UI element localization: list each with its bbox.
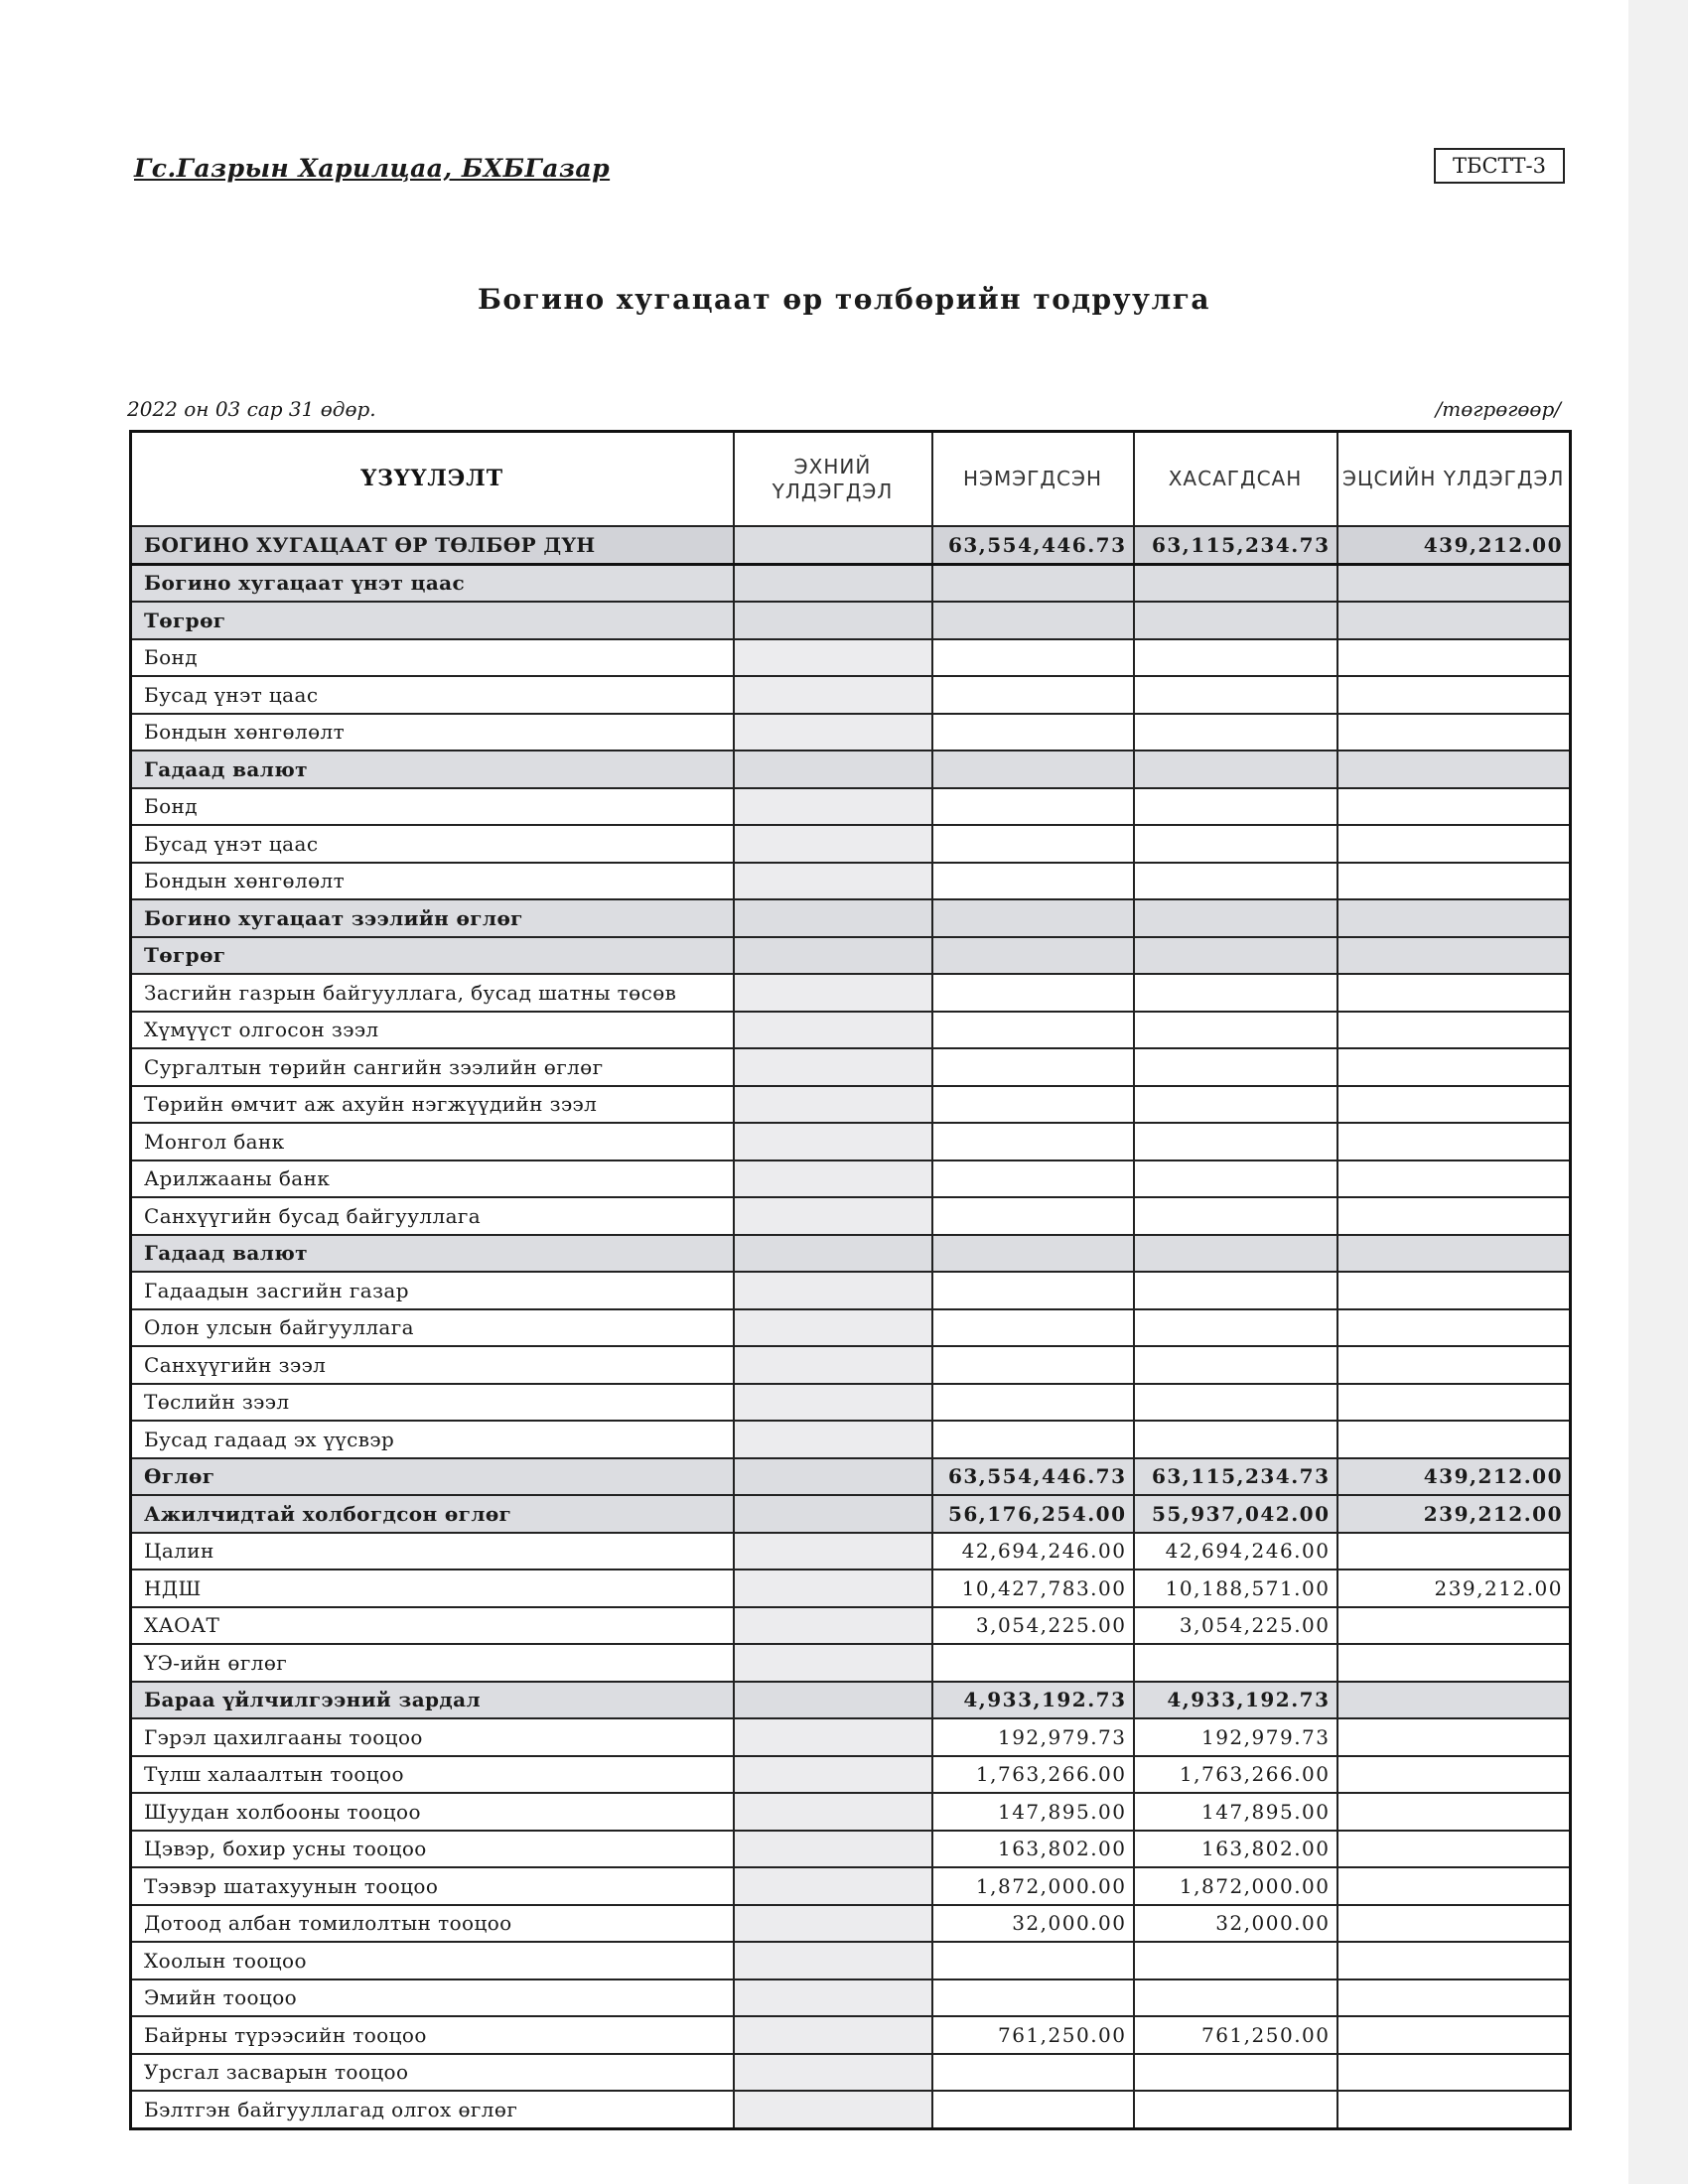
added-amount-cell: 192,979.73 bbox=[932, 1718, 1134, 1756]
opening-balance-cell bbox=[734, 1123, 932, 1160]
table-row bbox=[131, 639, 1571, 677]
table-row bbox=[131, 1272, 1571, 1309]
added-amount-cell: 163,802.00 bbox=[932, 1831, 1134, 1868]
table-row bbox=[131, 1012, 1571, 1049]
added-amount-cell bbox=[932, 1048, 1134, 1086]
closing-balance-cell bbox=[1337, 1607, 1571, 1645]
deducted-amount-cell: 1,872,000.00 bbox=[1134, 1867, 1337, 1905]
closing-balance-cell bbox=[1337, 825, 1571, 863]
table-row bbox=[131, 788, 1571, 826]
deducted-amount-cell: 163,802.00 bbox=[1134, 1831, 1337, 1868]
table-row bbox=[131, 1867, 1571, 1905]
organization-name: Гс.Газрын Харилцаа, БХБГазар bbox=[134, 154, 611, 183]
scan-edge bbox=[1628, 0, 1688, 2184]
closing-balance-cell bbox=[1337, 714, 1571, 751]
closing-balance-cell: 439,212.00 bbox=[1337, 526, 1571, 564]
added-amount-cell: 63,554,446.73 bbox=[932, 1458, 1134, 1496]
deducted-amount-cell bbox=[1134, 788, 1337, 826]
row-label-cell: Өглөг bbox=[131, 1458, 734, 1496]
added-amount-cell: 3,054,225.00 bbox=[932, 1607, 1134, 1645]
row-label-cell: ҮЭ-ийн өглөг bbox=[131, 1644, 734, 1682]
opening-balance-cell bbox=[734, 1272, 932, 1309]
added-amount-cell bbox=[932, 1086, 1134, 1124]
deducted-amount-cell bbox=[1134, 2091, 1337, 2128]
opening-balance-cell bbox=[734, 1458, 932, 1496]
opening-balance-cell bbox=[734, 564, 932, 602]
row-label-cell: Богино хугацаат үнэт цаас bbox=[131, 564, 734, 602]
table-row bbox=[131, 2016, 1571, 2054]
opening-balance-cell bbox=[734, 1607, 932, 1645]
table-row bbox=[131, 1197, 1571, 1235]
added-amount-cell bbox=[932, 1123, 1134, 1160]
table-row bbox=[131, 1607, 1571, 1645]
table-row bbox=[131, 937, 1571, 975]
row-label-cell: Урсгал засварын тооцоо bbox=[131, 2054, 734, 2092]
table-header-row bbox=[131, 432, 1571, 527]
table-row bbox=[131, 863, 1571, 900]
table-row bbox=[131, 1644, 1571, 1682]
closing-balance-cell bbox=[1337, 1831, 1571, 1868]
opening-balance-cell bbox=[734, 863, 932, 900]
row-label-cell: Цэвэр, бохир усны тооцоо bbox=[131, 1831, 734, 1868]
table-row bbox=[131, 1346, 1571, 1384]
opening-balance-cell bbox=[734, 1756, 932, 1794]
added-amount-cell bbox=[932, 825, 1134, 863]
opening-balance-cell bbox=[734, 676, 932, 714]
opening-balance-cell bbox=[734, 1384, 932, 1422]
deducted-amount-cell bbox=[1134, 863, 1337, 900]
opening-balance-cell bbox=[734, 1421, 932, 1458]
added-amount-cell bbox=[932, 602, 1134, 639]
row-label-cell: Бусад үнэт цаас bbox=[131, 825, 734, 863]
added-amount-cell bbox=[932, 676, 1134, 714]
column-header-opening-balance: ЭХНИЙ ҮЛДЭГДЭЛ bbox=[734, 432, 932, 527]
added-amount-cell bbox=[932, 2091, 1134, 2128]
added-amount-cell bbox=[932, 788, 1134, 826]
table-row bbox=[131, 1458, 1571, 1496]
added-amount-cell bbox=[932, 639, 1134, 677]
added-amount-cell bbox=[932, 1272, 1134, 1309]
deducted-amount-cell bbox=[1134, 1272, 1337, 1309]
deducted-amount-cell: 192,979.73 bbox=[1134, 1718, 1337, 1756]
closing-balance-cell bbox=[1337, 1123, 1571, 1160]
closing-balance-cell bbox=[1337, 974, 1571, 1012]
table-row bbox=[131, 1905, 1571, 1943]
added-amount-cell: 147,895.00 bbox=[932, 1793, 1134, 1831]
deducted-amount-cell bbox=[1134, 676, 1337, 714]
deducted-amount-cell bbox=[1134, 751, 1337, 788]
closing-balance-cell bbox=[1337, 863, 1571, 900]
row-label-cell: Хоолын тооцоо bbox=[131, 1942, 734, 1979]
row-label-cell: Цалин bbox=[131, 1533, 734, 1570]
deducted-amount-cell bbox=[1134, 1309, 1337, 1347]
closing-balance-cell bbox=[1337, 2016, 1571, 2054]
table-row bbox=[131, 1979, 1571, 2017]
deducted-amount-cell: 4,933,192.73 bbox=[1134, 1682, 1337, 1719]
opening-balance-cell bbox=[734, 1682, 932, 1719]
closing-balance-cell bbox=[1337, 602, 1571, 639]
row-label-cell: БОГИНО ХУГАЦААТ ӨР ТӨЛБӨР ДҮН bbox=[131, 526, 734, 564]
row-label-cell: Бараа үйлчилгээний зардал bbox=[131, 1682, 734, 1719]
table-row bbox=[131, 1048, 1571, 1086]
report-date: 2022 он 03 сар 31 өдөр. bbox=[127, 397, 376, 421]
row-label-cell: Арилжааны банк bbox=[131, 1160, 734, 1198]
deducted-amount-cell: 63,115,234.73 bbox=[1134, 526, 1337, 564]
table-row bbox=[131, 1718, 1571, 1756]
closing-balance-cell: 439,212.00 bbox=[1337, 1458, 1571, 1496]
row-label-cell: Хүмүүст олгосон зээл bbox=[131, 1012, 734, 1049]
closing-balance-cell bbox=[1337, 1384, 1571, 1422]
closing-balance-cell bbox=[1337, 2091, 1571, 2128]
table-row bbox=[131, 1160, 1571, 1198]
row-label-cell: Тээвэр шатахуунын тооцоо bbox=[131, 1867, 734, 1905]
closing-balance-cell: 239,212.00 bbox=[1337, 1570, 1571, 1607]
table-row bbox=[131, 1942, 1571, 1979]
row-label-cell: Санхүүгийн зээл bbox=[131, 1346, 734, 1384]
row-label-cell: Төгрөг bbox=[131, 937, 734, 975]
deducted-amount-cell bbox=[1134, 1123, 1337, 1160]
opening-balance-cell bbox=[734, 1048, 932, 1086]
opening-balance-cell bbox=[734, 825, 932, 863]
added-amount-cell bbox=[932, 1160, 1134, 1198]
table-row bbox=[131, 1123, 1571, 1160]
deducted-amount-cell bbox=[1134, 1942, 1337, 1979]
closing-balance-cell bbox=[1337, 1346, 1571, 1384]
row-label-cell: Монгол банк bbox=[131, 1123, 734, 1160]
row-label-cell: Бондын хөнгөлөлт bbox=[131, 714, 734, 751]
closing-balance-cell bbox=[1337, 1272, 1571, 1309]
deducted-amount-cell bbox=[1134, 639, 1337, 677]
row-label-cell: Гадаадын засгийн газар bbox=[131, 1272, 734, 1309]
table-row bbox=[131, 564, 1571, 602]
closing-balance-cell bbox=[1337, 899, 1571, 937]
closing-balance-cell bbox=[1337, 1718, 1571, 1756]
table-row bbox=[131, 1421, 1571, 1458]
table-row bbox=[131, 714, 1571, 751]
added-amount-cell: 4,933,192.73 bbox=[932, 1682, 1134, 1719]
added-amount-cell: 761,250.00 bbox=[932, 2016, 1134, 2054]
deducted-amount-cell bbox=[1134, 1384, 1337, 1422]
added-amount-cell: 56,176,254.00 bbox=[932, 1495, 1134, 1533]
opening-balance-cell bbox=[734, 639, 932, 677]
opening-balance-cell bbox=[734, 1867, 932, 1905]
deducted-amount-cell bbox=[1134, 937, 1337, 975]
deducted-amount-cell: 55,937,042.00 bbox=[1134, 1495, 1337, 1533]
row-label-cell: Гадаад валют bbox=[131, 1235, 734, 1273]
closing-balance-cell bbox=[1337, 1309, 1571, 1347]
added-amount-cell bbox=[932, 937, 1134, 975]
table-row bbox=[131, 1793, 1571, 1831]
table-row bbox=[131, 899, 1571, 937]
closing-balance-cell bbox=[1337, 1086, 1571, 1124]
added-amount-cell bbox=[932, 1979, 1134, 2017]
table-row bbox=[131, 1533, 1571, 1570]
row-label-cell: Түлш халаалтын тооцоо bbox=[131, 1756, 734, 1794]
column-header-indicator: ҮЗҮҮЛЭЛТ bbox=[131, 432, 734, 527]
deducted-amount-cell bbox=[1134, 899, 1337, 937]
deducted-amount-cell bbox=[1134, 714, 1337, 751]
row-label-cell: Бэлтгэн байгууллагад олгох өглөг bbox=[131, 2091, 734, 2128]
column-header-added: НЭМЭГДСЭН bbox=[932, 432, 1134, 527]
row-label-cell: Бусад гадаад эх үүсвэр bbox=[131, 1421, 734, 1458]
row-label-cell: Богино хугацаат зээлийн өглөг bbox=[131, 899, 734, 937]
deducted-amount-cell bbox=[1134, 1160, 1337, 1198]
closing-balance-cell bbox=[1337, 1756, 1571, 1794]
added-amount-cell bbox=[932, 1346, 1134, 1384]
table-row bbox=[131, 2091, 1571, 2128]
added-amount-cell: 1,872,000.00 bbox=[932, 1867, 1134, 1905]
opening-balance-cell bbox=[734, 1495, 932, 1533]
opening-balance-cell bbox=[734, 899, 932, 937]
document-title: Богино хугацаат өр төлбөрийн тодруулга bbox=[477, 283, 1211, 316]
added-amount-cell bbox=[932, 1644, 1134, 1682]
opening-balance-cell bbox=[734, 1235, 932, 1273]
deducted-amount-cell bbox=[1134, 1012, 1337, 1049]
row-label-cell: Гэрэл цахилгааны тооцоо bbox=[131, 1718, 734, 1756]
row-label-cell: Төслийн зээл bbox=[131, 1384, 734, 1422]
closing-balance-cell bbox=[1337, 676, 1571, 714]
form-code-box: ТБСТТ-3 bbox=[1434, 148, 1565, 184]
opening-balance-cell bbox=[734, 1012, 932, 1049]
table-row bbox=[131, 1309, 1571, 1347]
row-label-cell: НДШ bbox=[131, 1570, 734, 1607]
added-amount-cell bbox=[932, 751, 1134, 788]
deducted-amount-cell bbox=[1134, 1346, 1337, 1384]
closing-balance-cell bbox=[1337, 937, 1571, 975]
added-amount-cell bbox=[932, 974, 1134, 1012]
row-label-cell: Төгрөг bbox=[131, 602, 734, 639]
opening-balance-cell bbox=[734, 1644, 932, 1682]
added-amount-cell: 63,554,446.73 bbox=[932, 526, 1134, 564]
closing-balance-cell bbox=[1337, 751, 1571, 788]
added-amount-cell bbox=[932, 1384, 1134, 1422]
deducted-amount-cell: 1,763,266.00 bbox=[1134, 1756, 1337, 1794]
opening-balance-cell bbox=[734, 1309, 932, 1347]
added-amount-cell: 42,694,246.00 bbox=[932, 1533, 1134, 1570]
table-row bbox=[131, 1831, 1571, 1868]
table-row bbox=[131, 1570, 1571, 1607]
opening-balance-cell bbox=[734, 2054, 932, 2092]
row-label-cell: Бонд bbox=[131, 788, 734, 826]
opening-balance-cell bbox=[734, 1793, 932, 1831]
row-label-cell: Бусад үнэт цаас bbox=[131, 676, 734, 714]
row-label-cell: Дотоод албан томилолтын тооцоо bbox=[131, 1905, 734, 1943]
added-amount-cell bbox=[932, 714, 1134, 751]
added-amount-cell bbox=[932, 564, 1134, 602]
opening-balance-cell bbox=[734, 751, 932, 788]
deducted-amount-cell bbox=[1134, 1235, 1337, 1273]
deducted-amount-cell: 147,895.00 bbox=[1134, 1793, 1337, 1831]
closing-balance-cell bbox=[1337, 2054, 1571, 2092]
opening-balance-cell bbox=[734, 1086, 932, 1124]
closing-balance-cell bbox=[1337, 1979, 1571, 2017]
opening-balance-cell bbox=[734, 1942, 932, 1979]
closing-balance-cell bbox=[1337, 1867, 1571, 1905]
row-label-cell: Сургалтын төрийн сангийн зээлийн өглөг bbox=[131, 1048, 734, 1086]
closing-balance-cell bbox=[1337, 564, 1571, 602]
table-row bbox=[131, 1086, 1571, 1124]
opening-balance-cell bbox=[734, 1831, 932, 1868]
row-label-cell: Олон улсын байгууллага bbox=[131, 1309, 734, 1347]
opening-balance-cell bbox=[734, 2016, 932, 2054]
closing-balance-cell bbox=[1337, 1682, 1571, 1719]
opening-balance-cell bbox=[734, 602, 932, 639]
deducted-amount-cell: 761,250.00 bbox=[1134, 2016, 1337, 2054]
column-header-deducted: ХАСАГДСАН bbox=[1134, 432, 1337, 527]
deducted-amount-cell bbox=[1134, 1644, 1337, 1682]
added-amount-cell bbox=[932, 1309, 1134, 1347]
row-label-cell: Ажилчидтай холбогдсон өглөг bbox=[131, 1495, 734, 1533]
deducted-amount-cell bbox=[1134, 602, 1337, 639]
table-row bbox=[131, 1235, 1571, 1273]
closing-balance-cell bbox=[1337, 1012, 1571, 1049]
closing-balance-cell bbox=[1337, 1533, 1571, 1570]
opening-balance-cell bbox=[734, 1197, 932, 1235]
added-amount-cell bbox=[932, 2054, 1134, 2092]
table-row bbox=[131, 751, 1571, 788]
closing-balance-cell bbox=[1337, 788, 1571, 826]
row-label-cell: Гадаад валют bbox=[131, 751, 734, 788]
row-label-cell: Шуудан холбооны тооцоо bbox=[131, 1793, 734, 1831]
opening-balance-cell bbox=[734, 1905, 932, 1943]
added-amount-cell: 32,000.00 bbox=[932, 1905, 1134, 1943]
opening-balance-cell bbox=[734, 937, 932, 975]
deducted-amount-cell: 42,694,246.00 bbox=[1134, 1533, 1337, 1570]
deducted-amount-cell: 63,115,234.73 bbox=[1134, 1458, 1337, 1496]
deducted-amount-cell bbox=[1134, 1048, 1337, 1086]
table-row bbox=[131, 1495, 1571, 1533]
closing-balance-cell bbox=[1337, 1197, 1571, 1235]
currency-unit: /төгрөгөөр/ bbox=[1435, 397, 1561, 421]
opening-balance-cell bbox=[734, 1346, 932, 1384]
added-amount-cell bbox=[932, 863, 1134, 900]
closing-balance-cell bbox=[1337, 1421, 1571, 1458]
added-amount-cell: 10,427,783.00 bbox=[932, 1570, 1134, 1607]
row-label-cell: Бонд bbox=[131, 639, 734, 677]
deducted-amount-cell: 10,188,571.00 bbox=[1134, 1570, 1337, 1607]
added-amount-cell bbox=[932, 1012, 1134, 1049]
row-label-cell: Байрны түрээсийн тооцоо bbox=[131, 2016, 734, 2054]
closing-balance-cell bbox=[1337, 1942, 1571, 1979]
deducted-amount-cell bbox=[1134, 564, 1337, 602]
closing-balance-cell bbox=[1337, 1235, 1571, 1273]
row-label-cell: Эмийн тооцоо bbox=[131, 1979, 734, 2017]
deducted-amount-cell: 32,000.00 bbox=[1134, 1905, 1337, 1943]
added-amount-cell bbox=[932, 899, 1134, 937]
closing-balance-cell bbox=[1337, 1048, 1571, 1086]
table-row bbox=[131, 974, 1571, 1012]
table-row bbox=[131, 1384, 1571, 1422]
added-amount-cell bbox=[932, 1942, 1134, 1979]
deducted-amount-cell bbox=[1134, 1197, 1337, 1235]
opening-balance-cell bbox=[734, 1979, 932, 2017]
deducted-amount-cell bbox=[1134, 2054, 1337, 2092]
deducted-amount-cell bbox=[1134, 1979, 1337, 2017]
opening-balance-cell bbox=[734, 1533, 932, 1570]
row-label-cell: Санхүүгийн бусад байгууллага bbox=[131, 1197, 734, 1235]
table-row bbox=[131, 676, 1571, 714]
closing-balance-cell bbox=[1337, 1644, 1571, 1682]
added-amount-cell bbox=[932, 1421, 1134, 1458]
table-row bbox=[131, 1756, 1571, 1794]
table-row bbox=[131, 825, 1571, 863]
row-label-cell: Бондын хөнгөлөлт bbox=[131, 863, 734, 900]
table-row bbox=[131, 526, 1571, 564]
liabilities-table bbox=[129, 430, 1572, 2130]
closing-balance-cell bbox=[1337, 1160, 1571, 1198]
opening-balance-cell bbox=[734, 1718, 932, 1756]
closing-balance-cell bbox=[1337, 1793, 1571, 1831]
opening-balance-cell bbox=[734, 1160, 932, 1198]
opening-balance-cell bbox=[734, 526, 932, 564]
row-label-cell: ХАОАТ bbox=[131, 1607, 734, 1645]
deducted-amount-cell bbox=[1134, 825, 1337, 863]
closing-balance-cell bbox=[1337, 639, 1571, 677]
row-label-cell: Төрийн өмчит аж ахуйн нэгжүүдийн зээл bbox=[131, 1086, 734, 1124]
column-header-closing-balance: ЭЦСИЙН ҮЛДЭГДЭЛ bbox=[1337, 432, 1571, 527]
opening-balance-cell bbox=[734, 2091, 932, 2128]
opening-balance-cell bbox=[734, 714, 932, 751]
table-row bbox=[131, 1682, 1571, 1719]
added-amount-cell bbox=[932, 1235, 1134, 1273]
table-row bbox=[131, 602, 1571, 639]
row-label-cell: Засгийн газрын байгууллага, бусад шатны төсөв bbox=[131, 974, 734, 1012]
closing-balance-cell bbox=[1337, 1905, 1571, 1943]
deducted-amount-cell bbox=[1134, 974, 1337, 1012]
opening-balance-cell bbox=[734, 1570, 932, 1607]
opening-balance-cell bbox=[734, 788, 932, 826]
added-amount-cell: 1,763,266.00 bbox=[932, 1756, 1134, 1794]
deducted-amount-cell: 3,054,225.00 bbox=[1134, 1607, 1337, 1645]
opening-balance-cell bbox=[734, 974, 932, 1012]
deducted-amount-cell bbox=[1134, 1086, 1337, 1124]
added-amount-cell bbox=[932, 1197, 1134, 1235]
deducted-amount-cell bbox=[1134, 1421, 1337, 1458]
closing-balance-cell: 239,212.00 bbox=[1337, 1495, 1571, 1533]
table-row bbox=[131, 2054, 1571, 2092]
